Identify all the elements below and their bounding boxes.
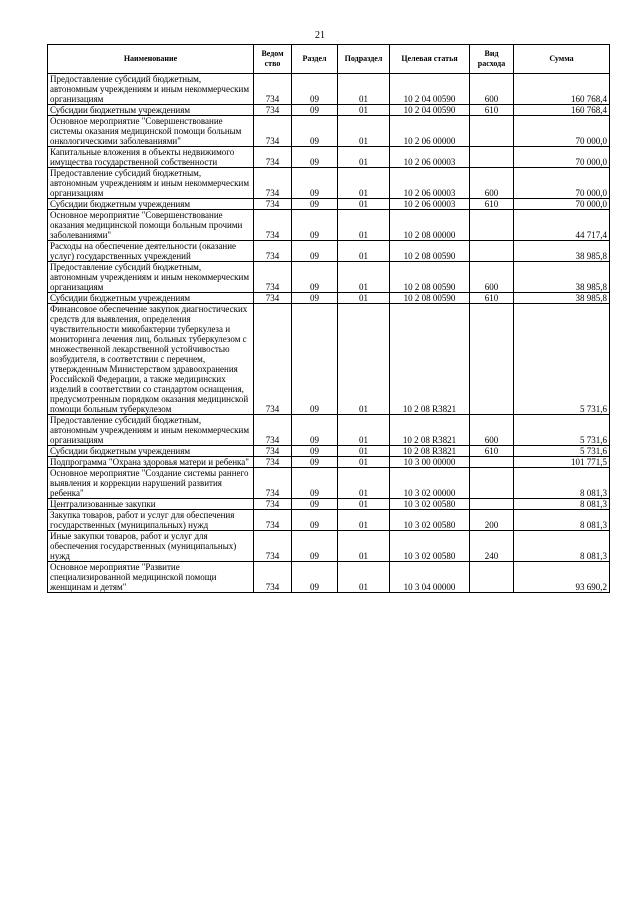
row-amount-cell: 38 985,8 [514,241,610,262]
row-name-cell: Основное мероприятие "Совершенствование системы оказания медицинской помощи больным онкологическими заболеваниями" [48,116,254,147]
row-expense-cell: 610 [470,105,514,116]
row-target-cell: 10 2 06 00003 [390,147,470,168]
header-dept: Ведом ство [254,45,292,74]
row-section-cell: 09 [292,147,338,168]
row-name-cell: Предоставление субсидий бюджетным, автономным учреждениям и иным некоммерческим организациям [48,74,254,105]
row-section-cell: 09 [292,210,338,241]
row-dept-cell: 734 [254,446,292,457]
row-subsection-cell: 01 [338,293,390,304]
row-name-cell: Субсидии бюджетным учреждениям [48,446,254,457]
row-section-cell: 09 [292,531,338,562]
row-section-cell: 09 [292,262,338,293]
row-dept-cell: 734 [254,293,292,304]
row-amount-cell: 8 081,3 [514,531,610,562]
row-section-cell: 09 [292,74,338,105]
row-section-cell: 09 [292,199,338,210]
row-subsection-cell: 01 [338,457,390,468]
table-header-row [48,45,610,74]
row-amount-cell: 38 985,8 [514,262,610,293]
table-row [48,457,610,468]
row-amount-cell: 70 000,0 [514,147,610,168]
row-name-cell: Подпрограмма "Охрана здоровья матери и ребенка" [48,457,254,468]
row-expense-cell [470,241,514,262]
table-row [48,116,610,147]
row-subsection-cell: 01 [338,262,390,293]
row-name-cell: Централизованные закупки [48,499,254,510]
row-expense-cell: 600 [470,415,514,446]
row-target-cell: 10 3 04 00000 [390,562,470,593]
row-name-cell: Капитальные вложения в объекты недвижимого имущества государственной собственности [48,147,254,168]
row-section-cell: 09 [292,105,338,116]
row-expense-cell [470,468,514,499]
row-amount-cell: 5 731,6 [514,415,610,446]
table-row [48,499,610,510]
row-subsection-cell: 01 [338,210,390,241]
row-dept-cell: 734 [254,74,292,105]
row-section-cell: 09 [292,116,338,147]
header-expense: Вид расхода [470,45,514,74]
row-target-cell: 10 2 04 00590 [390,74,470,105]
row-dept-cell: 734 [254,199,292,210]
row-name-cell: Предоставление субсидий бюджетным, автономным учреждениям и иным некоммерческим организациям [48,168,254,199]
row-amount-cell: 5 731,6 [514,304,610,415]
row-target-cell: 10 2 08 R3821 [390,446,470,457]
row-section-cell: 09 [292,468,338,499]
row-subsection-cell: 01 [338,241,390,262]
row-subsection-cell: 01 [338,105,390,116]
row-dept-cell: 734 [254,105,292,116]
row-target-cell: 10 2 08 R3821 [390,304,470,415]
row-amount-cell: 8 081,3 [514,510,610,531]
table-row [48,74,610,105]
row-section-cell: 09 [292,293,338,304]
row-section-cell: 09 [292,241,338,262]
row-section-cell: 09 [292,415,338,446]
row-amount-cell: 160 768,4 [514,105,610,116]
row-expense-cell: 610 [470,199,514,210]
row-subsection-cell: 01 [338,116,390,147]
row-amount-cell: 101 771,5 [514,457,610,468]
table-row [48,446,610,457]
table-row [48,199,610,210]
row-target-cell: 10 2 06 00003 [390,168,470,199]
row-dept-cell: 734 [254,562,292,593]
row-subsection-cell: 01 [338,415,390,446]
row-subsection-cell: 01 [338,446,390,457]
row-target-cell: 10 2 08 00590 [390,241,470,262]
row-target-cell: 10 2 06 00000 [390,116,470,147]
row-dept-cell: 734 [254,168,292,199]
row-expense-cell [470,147,514,168]
row-subsection-cell: 01 [338,531,390,562]
row-name-cell: Предоставление субсидий бюджетным, автономным учреждениям и иным некоммерческим организациям [48,262,254,293]
row-subsection-cell: 01 [338,499,390,510]
row-name-cell: Предоставление субсидий бюджетным, автономным учреждениям и иным некоммерческим организациям [48,415,254,446]
row-name-cell: Субсидии бюджетным учреждениям [48,293,254,304]
row-subsection-cell: 01 [338,562,390,593]
row-target-cell: 10 3 00 00000 [390,457,470,468]
table-row [48,468,610,499]
row-subsection-cell: 01 [338,510,390,531]
table-row [48,168,610,199]
row-amount-cell: 38 985,8 [514,293,610,304]
row-section-cell: 09 [292,446,338,457]
row-amount-cell: 44 717,4 [514,210,610,241]
table-row [48,241,610,262]
row-expense-cell: 610 [470,446,514,457]
row-section-cell: 09 [292,168,338,199]
row-expense-cell: 610 [470,293,514,304]
row-subsection-cell: 01 [338,168,390,199]
row-subsection-cell: 01 [338,74,390,105]
row-target-cell: 10 3 02 00580 [390,499,470,510]
table-row [48,531,610,562]
row-section-cell: 09 [292,510,338,531]
table-row [48,105,610,116]
row-name-cell: Основное мероприятие "Развитие специализированной медицинской помощи женщинам и детям" [48,562,254,593]
row-section-cell: 09 [292,499,338,510]
row-target-cell: 10 2 04 00590 [390,105,470,116]
row-subsection-cell: 01 [338,147,390,168]
row-section-cell: 09 [292,304,338,415]
row-expense-cell [470,499,514,510]
row-expense-cell: 600 [470,168,514,199]
row-dept-cell: 734 [254,510,292,531]
row-dept-cell: 734 [254,262,292,293]
page-number: 21 [315,30,325,41]
table-row [48,415,610,446]
row-name-cell: Субсидии бюджетным учреждениям [48,105,254,116]
row-expense-cell [470,304,514,415]
row-subsection-cell: 01 [338,199,390,210]
row-name-cell: Финансовое обеспечение закупок диагностических средств для выявления, определения чувствительности микобактерии туберкулеза и мониторинга лечения лиц, больных туберкулезом с множественной лекарственной устойчивостью возбудителя, в соответствии с перечнем, утвержденным Министерством здравоохранения Российской Федерации, а также медицинских изделий в соответствии со стандартом оснащения, предусмотренным порядком оказания медицинской помощи больным туберкулезом [48,304,254,415]
table-row [48,210,610,241]
header-section: Раздел [292,45,338,74]
row-amount-cell: 5 731,6 [514,446,610,457]
table-row [48,293,610,304]
table-row [48,562,610,593]
row-dept-cell: 734 [254,304,292,415]
row-dept-cell: 734 [254,210,292,241]
row-expense-cell: 600 [470,262,514,293]
row-section-cell: 09 [292,457,338,468]
row-dept-cell: 734 [254,241,292,262]
header-subsection: Подраздел [338,45,390,74]
header-target: Целевая статья [390,45,470,74]
budget-table [47,44,610,593]
row-dept-cell: 734 [254,415,292,446]
row-amount-cell: 93 690,2 [514,562,610,593]
row-dept-cell: 734 [254,457,292,468]
row-expense-cell [470,210,514,241]
row-name-cell: Основное мероприятие "Создание системы раннего выявления и коррекции нарушений развития ребенка" [48,468,254,499]
row-expense-cell: 240 [470,531,514,562]
row-target-cell: 10 2 08 R3821 [390,415,470,446]
row-subsection-cell: 01 [338,468,390,499]
row-amount-cell: 70 000,0 [514,199,610,210]
row-target-cell: 10 2 08 00000 [390,210,470,241]
table-row [48,304,610,415]
row-dept-cell: 734 [254,499,292,510]
row-expense-cell [470,562,514,593]
row-section-cell: 09 [292,562,338,593]
row-dept-cell: 734 [254,531,292,562]
table-row [48,147,610,168]
row-subsection-cell: 01 [338,304,390,415]
row-expense-cell: 600 [470,74,514,105]
row-name-cell: Иные закупки товаров, работ и услуг для обеспечения государственных (муниципальных) нужд [48,531,254,562]
header-name: Наименование [48,45,254,74]
row-amount-cell: 8 081,3 [514,499,610,510]
row-name-cell: Субсидии бюджетным учреждениям [48,199,254,210]
row-name-cell: Закупка товаров, работ и услуг для обеспечения государственных (муниципальных) нужд [48,510,254,531]
row-target-cell: 10 2 06 00003 [390,199,470,210]
table-row [48,510,610,531]
row-dept-cell: 734 [254,468,292,499]
row-target-cell: 10 3 02 00000 [390,468,470,499]
header-amount: Сумма [514,45,610,74]
table-row [48,262,610,293]
row-amount-cell: 70 000,0 [514,168,610,199]
row-dept-cell: 734 [254,116,292,147]
row-expense-cell [470,116,514,147]
row-name-cell: Основное мероприятие "Совершенствование оказания медицинской помощи больным прочими заболеваниями" [48,210,254,241]
row-target-cell: 10 2 08 00590 [390,262,470,293]
row-amount-cell: 70 000,0 [514,116,610,147]
row-expense-cell: 200 [470,510,514,531]
row-expense-cell [470,457,514,468]
row-amount-cell: 160 768,4 [514,74,610,105]
row-target-cell: 10 3 02 00580 [390,531,470,562]
row-target-cell: 10 3 02 00580 [390,510,470,531]
row-dept-cell: 734 [254,147,292,168]
row-amount-cell: 8 081,3 [514,468,610,499]
row-name-cell: Расходы на обеспечение деятельности (оказание услуг) государственных учреждений [48,241,254,262]
row-target-cell: 10 2 08 00590 [390,293,470,304]
